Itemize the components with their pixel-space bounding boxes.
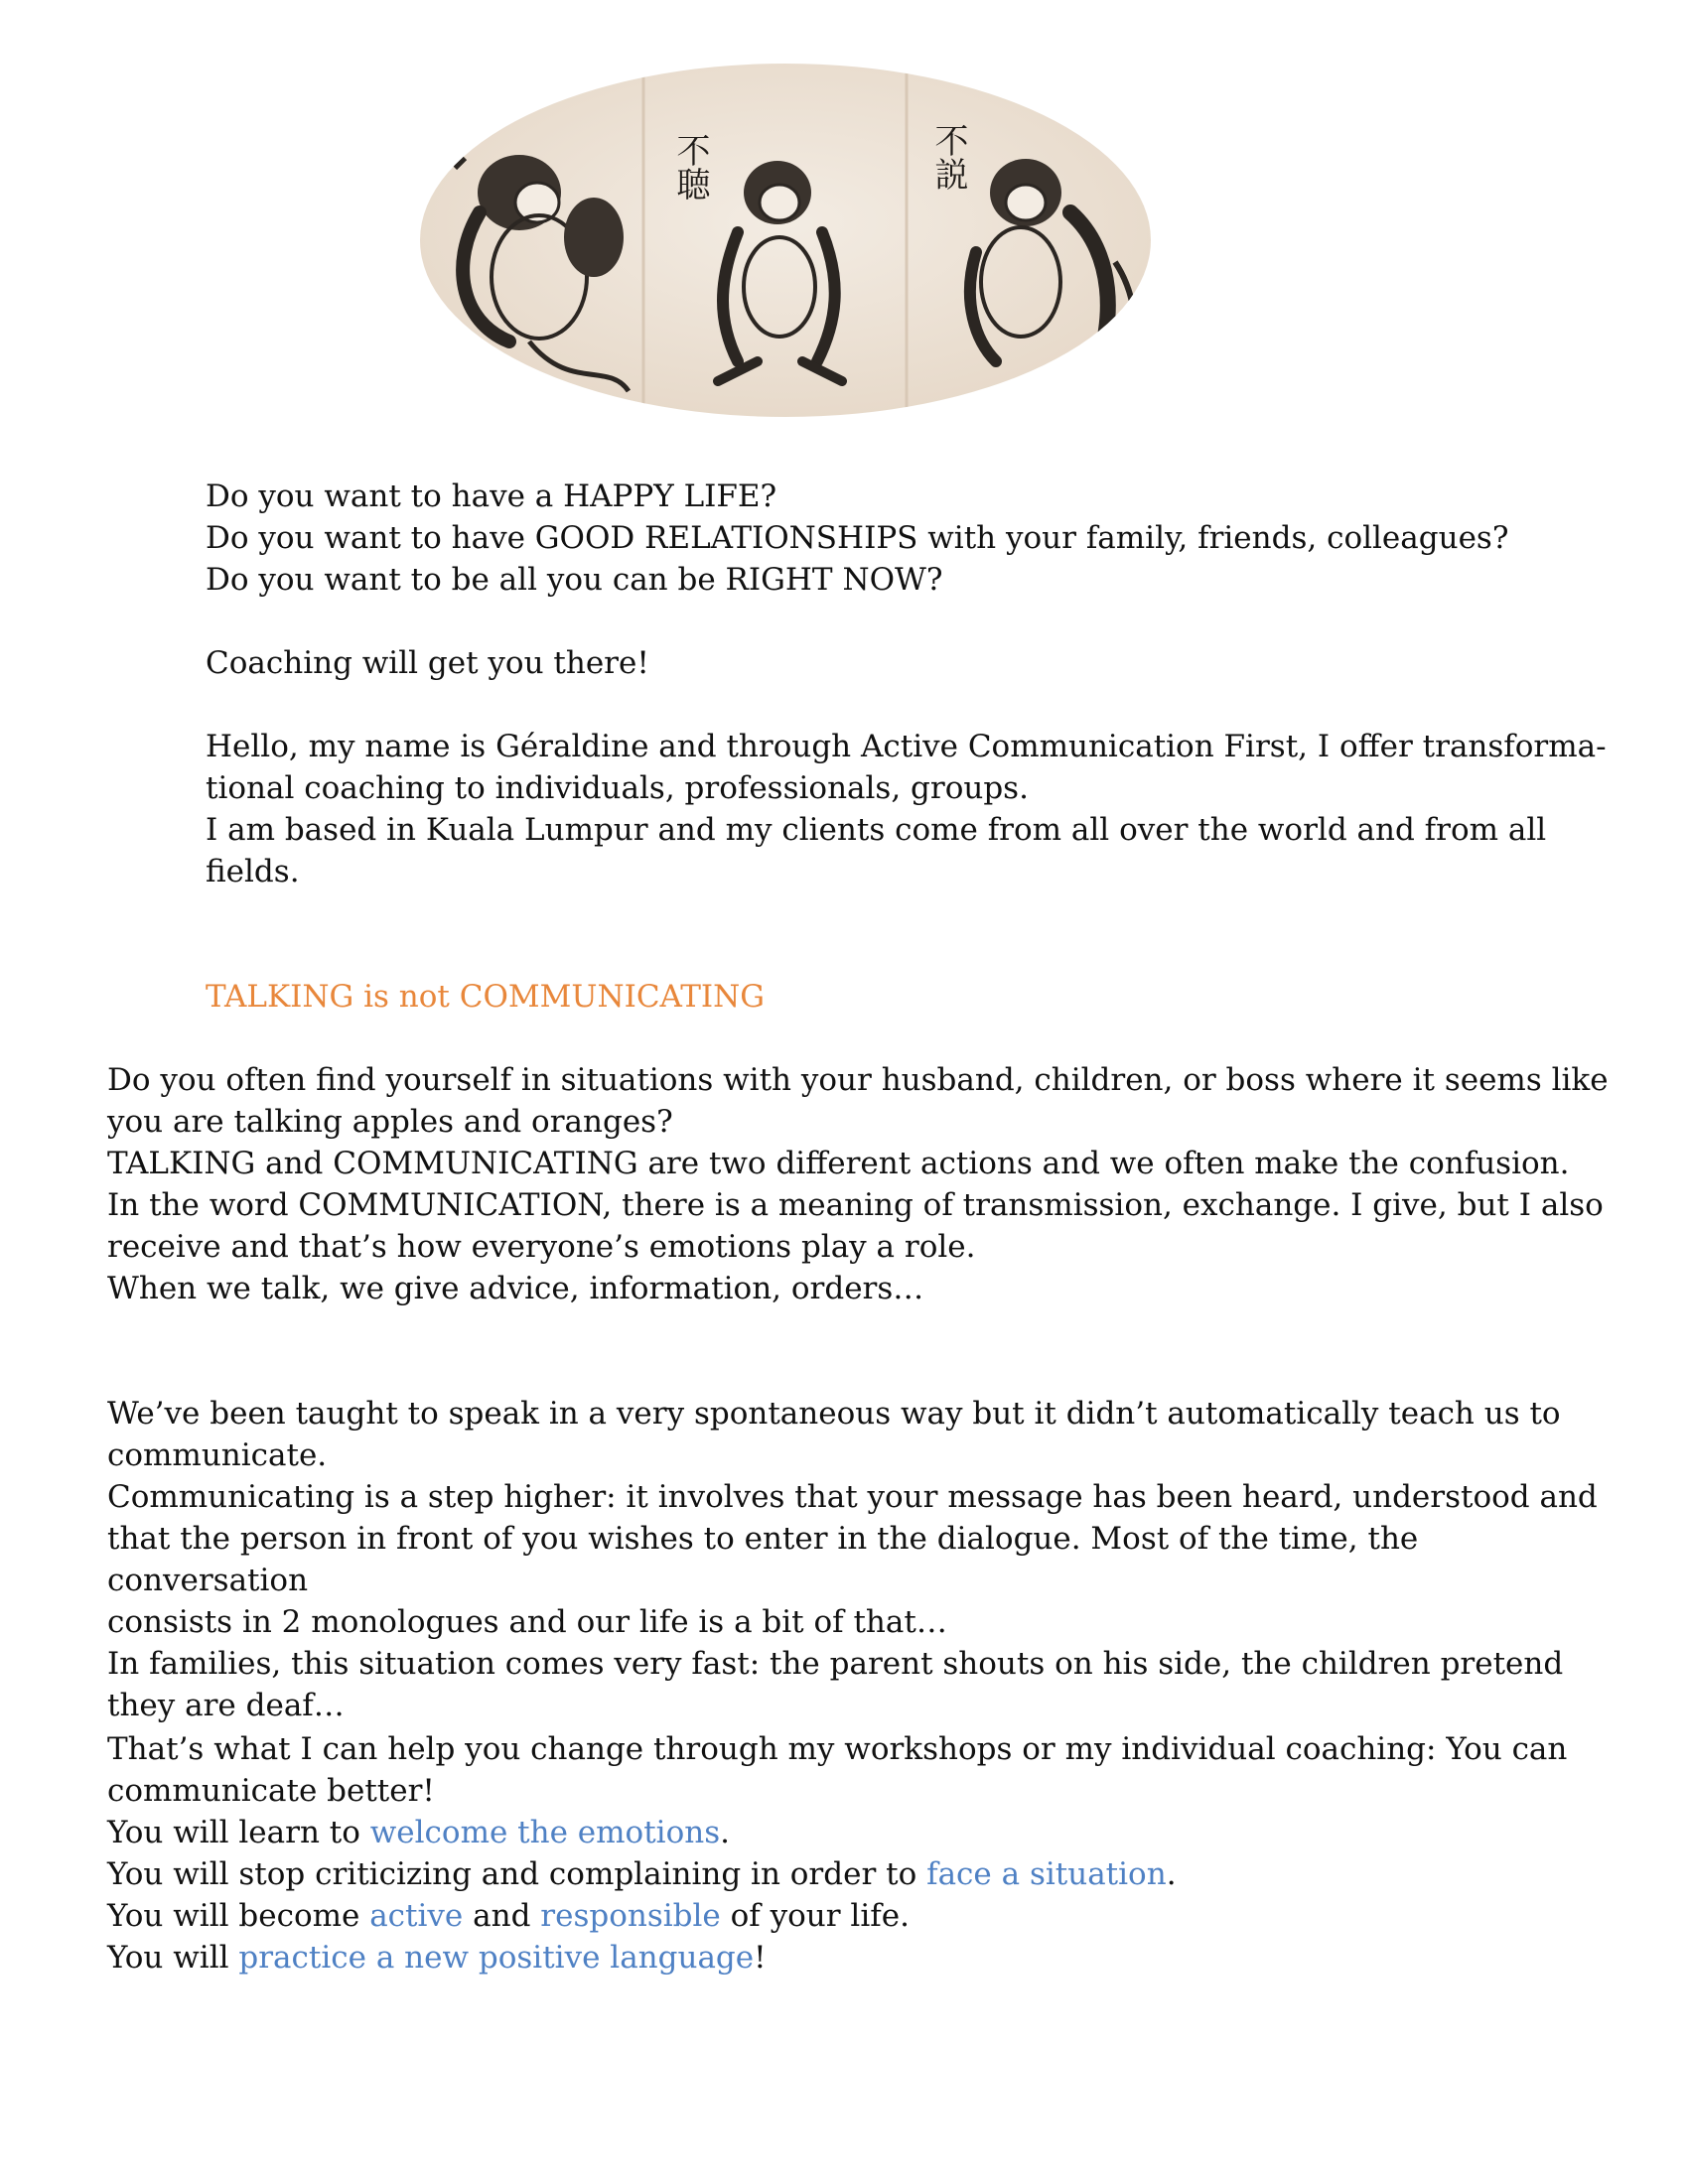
- benefit-situation-post: .: [1166, 1856, 1177, 1892]
- paragraph-help: [107, 1728, 1617, 1979]
- benefit-language-post: !: [754, 1940, 767, 1976]
- benefit-active-pre: You will become: [107, 1898, 370, 1934]
- kanji-left-label: 不聴: [670, 133, 710, 201]
- benefit-situation-pre: You will stop criticizing and complaining in order to: [107, 1856, 927, 1892]
- three-monkeys-oval-image: [420, 64, 1151, 417]
- question-right-now: Do you want to be all you can be RIGHT NOW?: [206, 562, 943, 598]
- benefit-language-highlight: practice a new positive language: [238, 1940, 755, 1976]
- question-relationships: Do you want to have GOOD RELATIONSHIPS with your family, friends, colleagues?: [206, 520, 1509, 556]
- p3-line-1: We’ve been taught to speak in a very spontaneous way but it didn’t automatically teach us to: [107, 1396, 1561, 1432]
- p2-line-1: TALKING and COMMUNICATING are two different actions and we often make the confusion.: [107, 1146, 1570, 1181]
- p3-line-4: that the person in front of you wishes to enter in the dialogue. Most of the time, the conversation: [107, 1521, 1419, 1598]
- p4-line-2: communicate better!: [107, 1773, 435, 1809]
- benefit-active-post: of your life.: [720, 1898, 910, 1934]
- intro-line-2: tional coaching to individuals, professionals, groups.: [206, 770, 1029, 806]
- benefit-situation-highlight: face a situation: [926, 1856, 1167, 1892]
- benefit-emotions-highlight: welcome the emotions: [369, 1815, 721, 1850]
- benefit-responsible-highlight: responsible: [540, 1898, 721, 1934]
- benefit-situation: [107, 1853, 1617, 1895]
- p2-line-4: When we talk, we give advice, information, orders…: [107, 1271, 924, 1306]
- p3-line-6: In families, this situation comes very fast: the parent shouts on his side, the children pretend: [107, 1646, 1564, 1682]
- benefit-active-mid: and: [463, 1898, 541, 1934]
- p3-line-3: Communicating is a step higher: it involves that your message has been heard, understood and: [107, 1479, 1598, 1515]
- p3-line-7: they are deaf…: [107, 1688, 345, 1723]
- section-heading: [206, 976, 1616, 1018]
- paragraph-apples-oranges: [107, 1059, 1617, 1143]
- benefit-language-pre: You will: [107, 1940, 239, 1976]
- intro-paragraph: [206, 726, 1616, 892]
- kanji-right-label: 不説: [928, 123, 968, 191]
- benefit-active-highlight: active: [369, 1898, 464, 1934]
- benefit-emotions: [107, 1812, 1617, 1853]
- intro-line-1: Hello, my name is Géraldine and through Active Communication First, I offer transforma-: [206, 729, 1607, 764]
- paragraph-talking-communicating: [107, 1143, 1617, 1309]
- p1-line-1: Do you often find yourself in situations with your husband, children, or boss where it seems like: [107, 1062, 1609, 1098]
- p4-line-1: That’s what I can help you change through my workshops or my individual coaching: You can: [107, 1731, 1568, 1767]
- intro-line-3: I am based in Kuala Lumpur and my clients come from all over the world and from all: [206, 812, 1547, 848]
- p2-line-2: In the word COMMUNICATION, there is a meaning of transmission, exchange. I give, but I also: [107, 1187, 1604, 1223]
- intro-line-4: fields.: [206, 854, 300, 889]
- paragraph-spontaneous: [107, 1393, 1617, 1726]
- question-happy-life: Do you want to have a HAPPY LIFE?: [206, 478, 777, 514]
- tagline: [206, 642, 1616, 684]
- benefit-emotions-post: .: [720, 1815, 730, 1850]
- section-heading-text: TALKING is not COMMUNICATING: [206, 979, 766, 1015]
- p3-line-5: consists in 2 monologues and our life is a bit of that…: [107, 1604, 947, 1640]
- tagline-text: Coaching will get you there!: [206, 645, 649, 681]
- benefit-language: [107, 1937, 1617, 1979]
- p3-line-2: communicate.: [107, 1437, 328, 1473]
- benefit-active: [107, 1895, 1617, 1937]
- benefit-emotions-pre: You will learn to: [107, 1815, 370, 1850]
- p1-line-2: you are talking apples and oranges?: [107, 1104, 673, 1140]
- intro-questions: [206, 476, 1616, 601]
- p2-line-3: receive and that’s how everyone’s emotions play a role.: [107, 1229, 976, 1265]
